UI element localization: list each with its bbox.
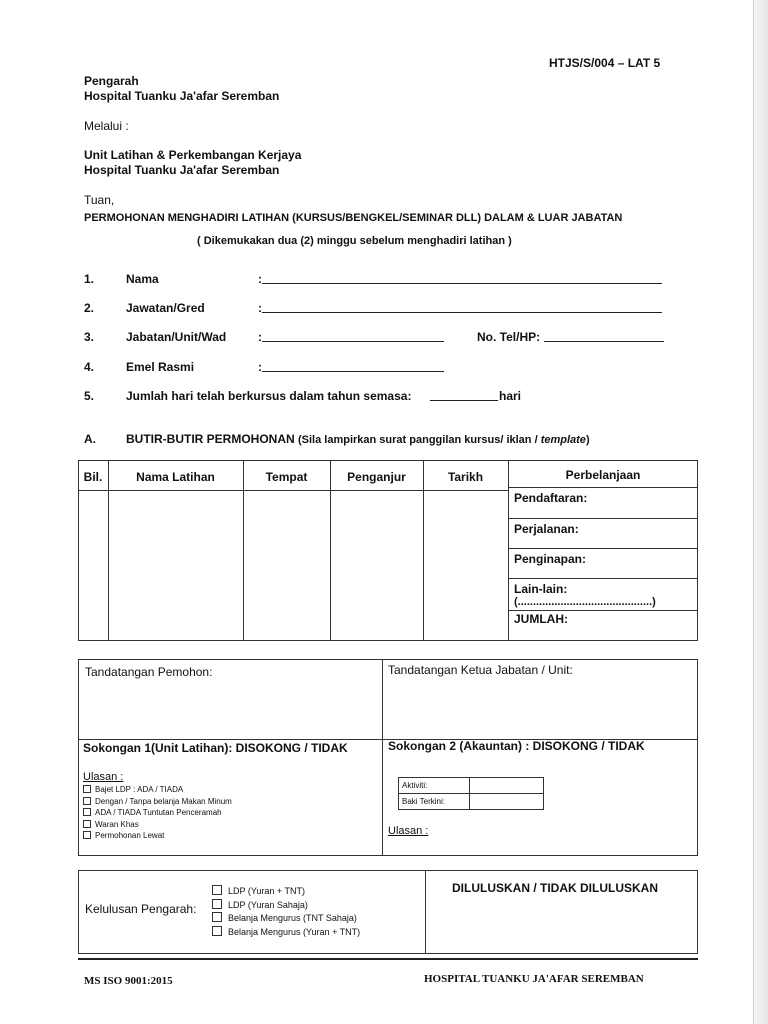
checkbox[interactable] (212, 912, 222, 922)
expense-travel: Perjalanan: (514, 522, 579, 536)
option-label: ADA / TIADA Tuntutan Penceramah (95, 808, 222, 817)
expense-divider (508, 610, 698, 611)
field-number: 3. (84, 330, 95, 344)
page-edge-shadow (753, 0, 768, 1024)
days-input-line[interactable] (430, 400, 498, 401)
col-divider (423, 460, 424, 641)
checkbox[interactable] (83, 831, 91, 839)
remarks2-label: Ulasan : (388, 825, 429, 837)
email-input-line[interactable] (262, 371, 444, 372)
expense-divider (508, 518, 698, 519)
balance-label: Baki Terkini: (399, 794, 470, 810)
via-hospital: Hospital Tuanku Ja'afar Seremban (84, 163, 280, 177)
days-suffix: hari (499, 389, 522, 403)
expense-lodging: Penginapan: (514, 552, 587, 566)
remarks-options (83, 784, 232, 842)
remarks-label: Ulasan : (83, 771, 124, 783)
header-date: Tarikh (447, 470, 484, 484)
field-label: Emel Rasmi (126, 360, 195, 374)
section-a-heading (126, 432, 590, 446)
reference-code: HTJS/S/004 – LAT 5 (549, 56, 661, 70)
checkbox[interactable] (83, 820, 91, 828)
header-organizer: Penganjur (347, 470, 406, 484)
salutation: Tuan, (84, 193, 115, 207)
recipient-title: Pengarah (84, 74, 139, 88)
section-a-note (298, 434, 590, 446)
footer-hospital: HOSPITAL TUANKU JA'AFAR SEREMBAN (424, 973, 644, 985)
via-label: Melalui : (84, 119, 129, 133)
activity-value[interactable] (470, 778, 544, 794)
approval-label: Kelulusan Pengarah: (85, 902, 197, 916)
field-label: Jawatan/Gred (126, 301, 205, 315)
approval-option[interactable] (212, 926, 360, 940)
approval-option[interactable] (212, 885, 360, 899)
option-label: Belanja Mengurus (TNT Sahaja) (228, 913, 357, 923)
expense-others-blank: (............................................) (514, 596, 656, 608)
section-a-letter: A. (84, 432, 96, 446)
field-colon: : (258, 301, 262, 315)
approval-option[interactable] (212, 899, 360, 913)
checkbox[interactable] (212, 899, 222, 909)
remark-option[interactable] (83, 819, 232, 831)
support1-label: Sokongan 1(Unit Latihan): DISOKONG / TIDAK (83, 741, 348, 755)
col-divider (108, 460, 109, 641)
checkbox[interactable] (212, 885, 222, 895)
checkbox[interactable] (83, 785, 91, 793)
approval-options (212, 885, 360, 939)
header-venue: Tempat (265, 470, 308, 484)
field-label: Nama (126, 272, 159, 286)
remark-option[interactable] (83, 830, 232, 842)
note-italic: template (540, 434, 586, 446)
col-divider (243, 460, 244, 641)
footer-rule (78, 958, 698, 960)
head-signature-label: Tandatangan Ketua Jabatan / Unit: (388, 663, 573, 677)
name-input-line[interactable] (262, 283, 662, 284)
table-header-divider (78, 490, 508, 491)
section-a-title: BUTIR-BUTIR PERMOHONAN (126, 432, 295, 446)
option-label: Permohonan Lewat (95, 831, 165, 840)
remark-option[interactable] (83, 784, 232, 796)
approval-divider (425, 870, 426, 954)
remark-option[interactable] (83, 796, 232, 808)
expense-divider (508, 548, 698, 549)
header-course-name: Nama Latihan (136, 470, 215, 484)
approval-status: DILULUSKAN / TIDAK DILULUSKAN (452, 881, 658, 895)
field-number: 2. (84, 301, 95, 315)
checkbox[interactable] (212, 926, 222, 936)
expense-registration: Pendaftaran: (514, 491, 588, 505)
activity-label: Aktiviti: (399, 778, 470, 794)
option-label: Bajet LDP : ADA / TIADA (95, 785, 184, 794)
approval-option[interactable] (212, 912, 360, 926)
option-label: Waran Khas (95, 819, 139, 829)
expense-divider (508, 578, 698, 579)
col-divider (330, 460, 331, 641)
accounting-mini-table (398, 777, 544, 810)
expense-total: JUMLAH: (514, 612, 568, 626)
subject-title: PERMOHONAN MENGHADIRI LATIHAN (KURSUS/BENGKEL/SEMINAR DLL) DALAM & LUAR JABATAN (84, 212, 623, 224)
field-label: Jabatan/Unit/Wad (126, 330, 227, 344)
option-label: Dengan / Tanpa belanja Makan Minum (95, 796, 232, 806)
subject-subtitle: ( Dikemukakan dua (2) minggu sebelum menghadiri latihan ) (197, 235, 512, 247)
note-text: (Sila lampirkan surat panggilan kursus/ iklan / (298, 434, 541, 446)
field-number: 4. (84, 360, 95, 374)
field-colon: : (258, 360, 262, 374)
checkbox[interactable] (83, 808, 91, 816)
phone-input-line[interactable] (544, 341, 664, 342)
applicant-signature-label: Tandatangan Pemohon: (85, 665, 213, 679)
option-label: LDP (Yuran + TNT) (228, 886, 305, 896)
option-label: LDP (Yuran Sahaja) (228, 899, 308, 910)
field-colon: : (258, 330, 262, 344)
footer-iso: MS ISO 9001:2015 (84, 975, 173, 987)
expense-divider (508, 487, 698, 488)
option-label: Belanja Mengurus (Yuran + TNT) (228, 926, 361, 937)
balance-value[interactable] (470, 794, 544, 810)
field-number: 5. (84, 389, 95, 403)
signature-col-divider (382, 659, 383, 856)
position-input-line[interactable] (262, 312, 662, 313)
field-colon: : (258, 272, 262, 286)
remark-option[interactable] (83, 807, 232, 819)
header-bil: Bil. (83, 470, 103, 484)
checkbox[interactable] (83, 797, 91, 805)
department-input-line[interactable] (262, 341, 444, 342)
via-unit: Unit Latihan & Perkembangan Kerjaya (84, 148, 302, 162)
support2-label: Sokongan 2 (Akauntan) : DISOKONG / TIDAK (388, 739, 645, 753)
header-expenses: Perbelanjaan (565, 468, 641, 482)
recipient-hospital: Hospital Tuanku Ja'afar Seremban (84, 89, 280, 103)
note-end: ) (585, 434, 590, 446)
field-number: 1. (84, 272, 95, 286)
field-label: Jumlah hari telah berkursus dalam tahun semasa: (126, 389, 412, 403)
phone-label: No. Tel/HP: (477, 330, 541, 344)
expense-others: Lain-lain: (514, 582, 568, 596)
